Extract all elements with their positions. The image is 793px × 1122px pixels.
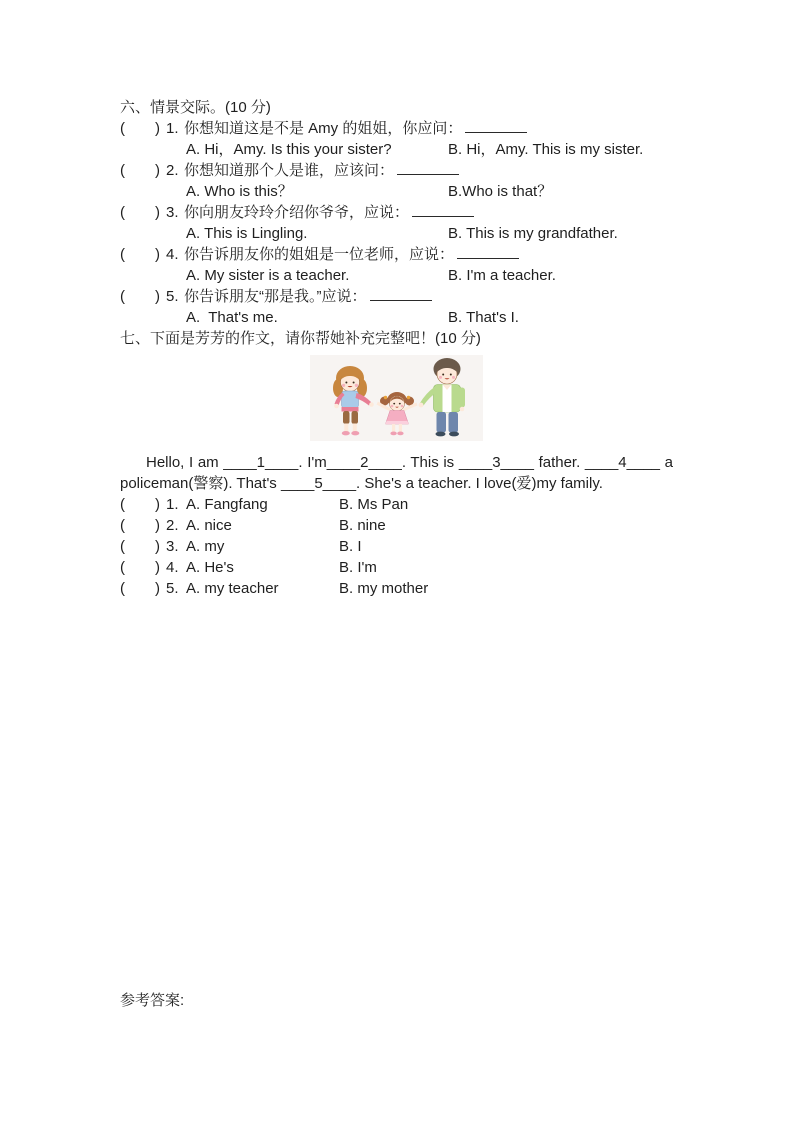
question-number: 3. xyxy=(166,204,179,221)
choice-number: 1. xyxy=(166,496,179,513)
answer-bracket xyxy=(120,160,160,181)
option-a: A. my teacher xyxy=(186,580,279,597)
option-b: B. This is my grandfather. xyxy=(448,225,618,242)
question-prompt: 你向朋友玲玲介绍你爷爷，应说： xyxy=(184,204,410,221)
option-a: A. Who is this？ xyxy=(186,183,293,200)
choice-number: 4. xyxy=(166,559,179,576)
question-row-2 xyxy=(120,160,676,181)
option-a: A. Hi，Amy. Is this your sister? xyxy=(186,141,392,158)
choice-number: 2. xyxy=(166,517,179,534)
open-paren: ( xyxy=(120,162,125,179)
answer-bracket xyxy=(120,515,160,536)
open-paren: ( xyxy=(120,120,125,137)
option-a: A. My sister is a teacher. xyxy=(186,267,350,284)
open-paren: ( xyxy=(120,288,125,305)
option-b: B.Who is that？ xyxy=(448,183,553,200)
option-b: B. I'm xyxy=(339,559,377,576)
answer-blank xyxy=(465,120,527,133)
cloze-passage xyxy=(120,452,673,494)
choice-number: 5. xyxy=(166,580,179,597)
question-row-4 xyxy=(120,244,676,265)
option-a: A. nice xyxy=(186,517,232,534)
option-b: B. That's I. xyxy=(448,309,519,326)
exam-content xyxy=(120,97,676,1011)
open-paren: ( xyxy=(120,204,125,221)
options-row-4 xyxy=(120,265,676,286)
open-paren: ( xyxy=(120,496,125,513)
section-seven-heading: 七、下面是芳芳的作文，请你帮她补充完整吧！(10 分) xyxy=(120,330,481,347)
option-b: B. Ms Pan xyxy=(339,496,409,513)
question-number: 4. xyxy=(166,246,179,263)
question-prompt: 你想知道那个人是谁，应该问： xyxy=(184,162,395,179)
close-paren: ) xyxy=(155,538,160,555)
answer-bracket xyxy=(120,244,160,265)
close-paren: ) xyxy=(155,162,160,179)
section-six-heading: 六、情景交际。(10 分) xyxy=(120,99,271,116)
open-paren: ( xyxy=(120,517,125,534)
option-b: B. Hi，Amy. This is my sister. xyxy=(448,141,644,158)
open-paren: ( xyxy=(120,246,125,263)
answer-bracket xyxy=(120,536,160,557)
choice-row-3 xyxy=(120,536,676,557)
option-a: A. my xyxy=(186,538,225,555)
option-b: B. nine xyxy=(339,517,386,534)
close-paren: ) xyxy=(155,288,160,305)
question-prompt: 你想知道这是不是 Amy 的姐姐，你应问： xyxy=(184,120,463,137)
close-paren: ) xyxy=(155,559,160,576)
answer-blank xyxy=(457,246,519,259)
answer-blank xyxy=(412,204,474,217)
choice-number: 3. xyxy=(166,538,179,555)
close-paren: ) xyxy=(155,496,160,513)
close-paren: ) xyxy=(155,517,160,534)
option-a: A. He's xyxy=(186,559,234,576)
answer-bracket xyxy=(120,202,160,223)
options-row-2 xyxy=(120,181,676,202)
answer-bracket xyxy=(120,118,160,139)
answer-bracket xyxy=(120,557,160,578)
answer-blank xyxy=(370,288,432,301)
close-paren: ) xyxy=(155,204,160,221)
family-image xyxy=(310,355,483,441)
passage-line-1: Hello, I am ____1____. I'm____2____. This is ____3____ father. ____4____ a xyxy=(146,454,673,471)
option-b: B. I xyxy=(339,538,362,555)
question-number: 1. xyxy=(166,120,179,137)
answer-bracket xyxy=(120,578,160,599)
choice-row-5 xyxy=(120,578,676,599)
close-paren: ) xyxy=(155,120,160,137)
option-a: A. Fangfang xyxy=(186,496,268,513)
question-number: 5. xyxy=(166,288,179,305)
option-a: A. That's me. xyxy=(186,309,278,326)
passage-line-2: policeman(警察). That's ____5____. She's a teacher. I love(爱)my family. xyxy=(120,475,603,492)
answer-bracket xyxy=(120,286,160,307)
question-number: 2. xyxy=(166,162,179,179)
answer-blank xyxy=(397,162,459,175)
answer-key-label: 参考答案: xyxy=(120,992,185,1009)
options-row-5 xyxy=(120,307,676,328)
question-row-1 xyxy=(120,118,676,139)
option-a: A. This is Lingling. xyxy=(186,225,308,242)
family-illustration-svg xyxy=(310,355,483,441)
close-paren: ) xyxy=(155,246,160,263)
answer-bracket xyxy=(120,494,160,515)
question-prompt: 你告诉朋友你的姐姐是一位老师，应说： xyxy=(184,246,455,263)
option-b: B. my mother xyxy=(339,580,429,597)
close-paren: ) xyxy=(155,580,160,597)
choice-row-4 xyxy=(120,557,676,578)
question-row-5 xyxy=(120,286,676,307)
options-row-1 xyxy=(120,139,676,160)
choice-row-1 xyxy=(120,494,676,515)
question-prompt: 你告诉朋友“那是我。”应说： xyxy=(184,288,367,305)
open-paren: ( xyxy=(120,538,125,555)
question-row-3 xyxy=(120,202,676,223)
option-b: B. I'm a teacher. xyxy=(448,267,556,284)
choice-row-2 xyxy=(120,515,676,536)
open-paren: ( xyxy=(120,580,125,597)
open-paren: ( xyxy=(120,559,125,576)
options-row-3 xyxy=(120,223,676,244)
